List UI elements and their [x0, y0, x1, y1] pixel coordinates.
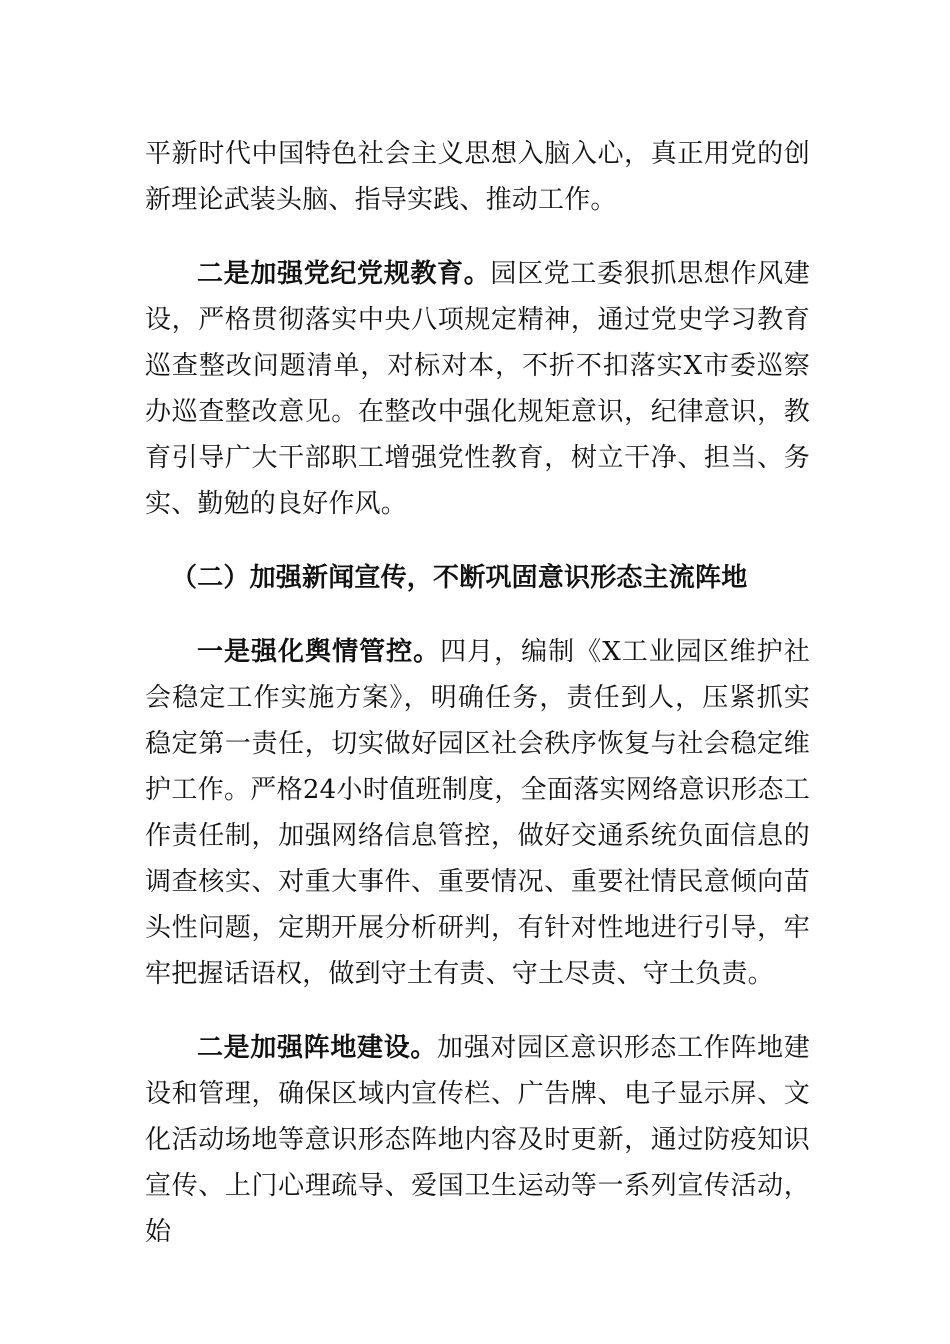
- paragraph-lead: 二是加强阵地建设。: [197, 1033, 438, 1063]
- paragraph-lead: 一是强化舆情管控。: [197, 637, 441, 667]
- paragraph-text: 加强对园区意识形态工作阵地建设和管理，确保区域内宣传栏、广告牌、电子显示屏、文化活动场地等意识形态阵地内容及时更新，通过防疫知识宣传、上门心理疏导、爱国卫生运动等一系列宣传活动，始: [145, 1033, 810, 1247]
- paragraph-party-discipline: [145, 251, 810, 527]
- paragraph-text: 平新时代中国特色社会主义思想入脑入心，真正用党的创新理论武装头脑、指导实践、推动工作。: [145, 139, 810, 215]
- paragraph-public-opinion: [145, 629, 810, 997]
- paragraph-text: 四月，编制《X工业园区维护社会稳定工作实施方案》，明确任务，责任到人，压紧抓实稳定第一责任，切实做好园区社会秩序恢复与社会稳定维护工作。严格24小时值班制度，全面落实网络意识形态工作责任制，加强网络信息管控，做好交通系统负面信息的调查核实、对重大事件、重要情况、重要社情民意倾向苗头性问题，定期开展分析研判，有针对性地进行引导，牢牢把握话语权，做到守土有责、守土尽责、守土负责。: [145, 637, 810, 989]
- document-body: [145, 131, 810, 1255]
- paragraph-continuation: [145, 131, 810, 223]
- paragraph-text: 园区党工委狠抓思想作风建设，严格贯彻落实中央八项规定精神，通过党史学习教育巡查整改问题清单，对标对本，不折不扣落实X市委巡察办巡查整改意见。在整改中强化规矩意识，纪律意识，教育引导广大干部职工增强党性教育，树立干净、担当、务实、勤勉的良好作风。: [145, 259, 811, 519]
- section-heading: （二）加强新闻宣传，不断巩固意识形态主流阵地: [171, 563, 748, 593]
- paragraph-lead: 二是加强党纪党规教育。: [197, 259, 491, 289]
- paragraph-position-building: [145, 1025, 810, 1255]
